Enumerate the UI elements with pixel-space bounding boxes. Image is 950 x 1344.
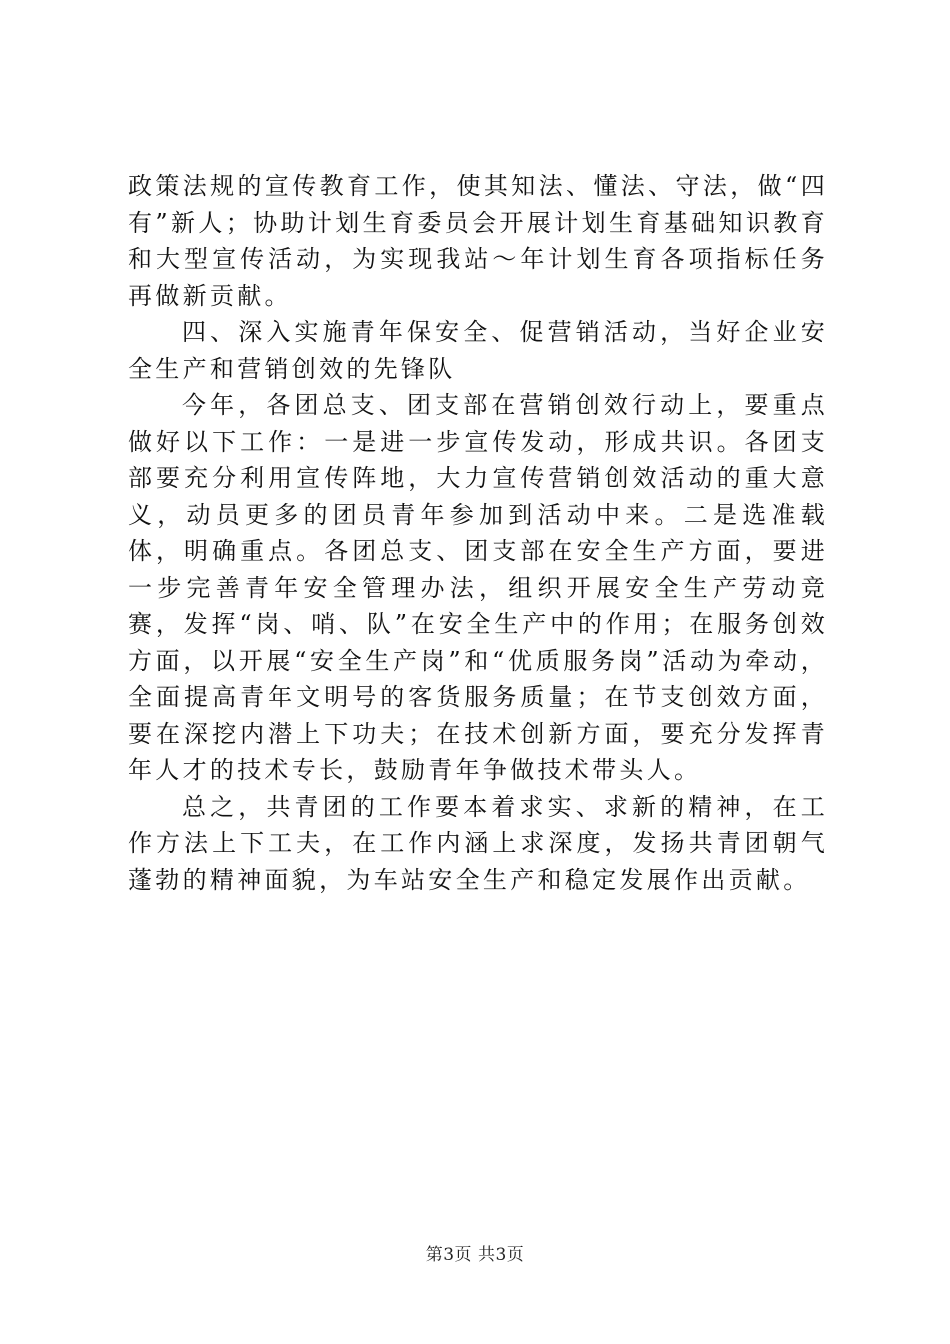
paragraph-continuation: 政策法规的宣传教育工作，使其知法、懂法、守法，做“四有”新人；协助计划生育委员会开展计划生育基础知识教育和大型宣传活动，为实现我站～年计划生育各项指标任务再做新贡献。 [128,172,828,310]
paragraph-conclusion: 总之，共青团的工作要本着求实、求新的精神，在工作方法上下工夫，在工作内涵上求深度，发扬共青团朝气蓬勃的精神面貌，为车站安全生产和稳定发展作出贡献。 [128,792,828,894]
paragraph: 今年，各团总支、团支部在营销创效行动上，要重点做好以下工作：一是进一步宣传发动，形成共识。各团支部要充分利用宣传阵地，大力宣传营销创效活动的重大意义，动员更多的团员青年参加到活动中来。二是选准载体，明确重点。各团总支、团支部在安全生产方面，要进一步完善青年安全管理办法，组织开展安全生产劳动竞赛，发挥“岗、哨、队”在安全生产中的作用；在服务创效方面，以开展“安全生产岗”和“优质服务岗”活动为牵动，全面提高青年文明号的客货服务质量；在节支创效方面，要在深挖内潜上下功夫；在技术创新方面，要充分发挥青年人才的技术专长，鼓励青年争做技术带头人。 [128,391,828,784]
page-number-footer: 第3页 共3页 [425,1245,525,1265]
body-text [128,168,828,898]
section-heading: 四、深入实施青年保安全、促营销活动，当好企业安全生产和营销创效的先锋队 [128,318,828,383]
